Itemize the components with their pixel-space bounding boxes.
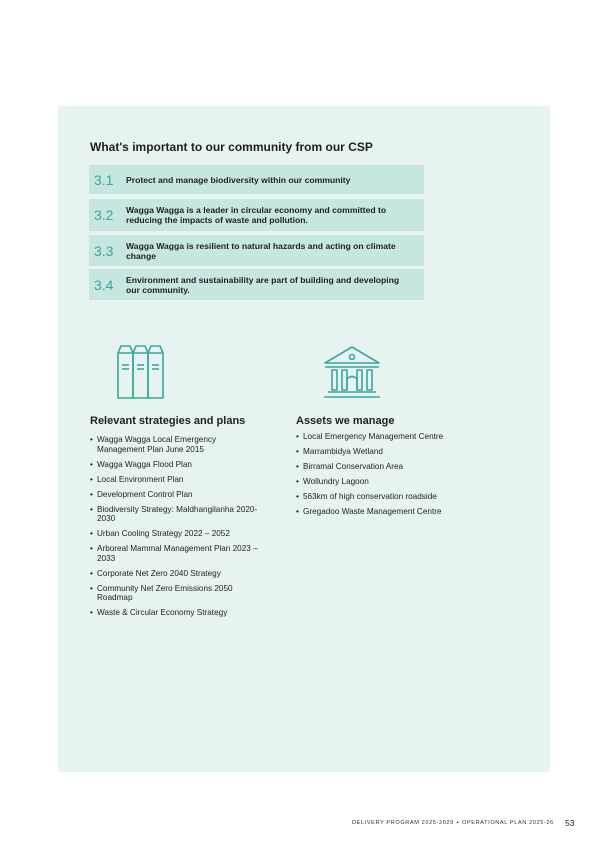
- binders-icon: [112, 343, 170, 401]
- objective-row: [89, 199, 424, 231]
- list-item: • Wagga Wagga Local Emergency Management Plan June 2015: [90, 435, 260, 454]
- list-item: • Local Environment Plan: [90, 475, 260, 485]
- assets-list: [296, 432, 466, 522]
- list-item: • Community Net Zero Emissions 2050 Roadmap: [90, 584, 260, 603]
- list-item: • Arboreal Mammal Management Plan 2023 – 2033: [90, 544, 260, 563]
- objective-number: 3.1: [94, 171, 114, 188]
- objective-number: 3.3: [94, 242, 114, 259]
- objective-text: Wagga Wagga is a leader in circular economy and committed to reducing the impacts of waste and pollution.: [126, 205, 387, 225]
- list-item: • Gregadoo Waste Management Centre: [296, 507, 466, 517]
- list-item: • Marrambidya Wetland: [296, 447, 466, 457]
- civic-building-icon: [320, 343, 384, 401]
- csp-heading: What's important to our community from our CSP: [90, 140, 373, 154]
- list-item: • 563km of high conservation roadside: [296, 492, 466, 502]
- list-item: • Local Emergency Management Centre: [296, 432, 466, 442]
- footer-title: DELIVERY PROGRAM 2025-2029 + OPERATIONAL PLAN 2025-26: [352, 820, 554, 826]
- objective-row: [89, 269, 424, 300]
- list-item: • Birramal Conservation Area: [296, 462, 466, 472]
- objective-text: Protect and manage biodiversity within our community: [126, 174, 351, 185]
- objective-row: [89, 165, 424, 194]
- list-item: • Wollundry Lagoon: [296, 477, 466, 487]
- list-item: • Wagga Wagga Flood Plan: [90, 460, 260, 470]
- objective-text: Environment and sustainability are part of building and developing our community.: [126, 274, 400, 295]
- list-item: • Waste & Circular Economy Strategy: [90, 608, 260, 618]
- strategies-list: [90, 435, 260, 623]
- objective-row: [89, 235, 424, 266]
- objective-number: 3.4: [94, 276, 114, 293]
- list-item: • Development Control Plan: [90, 490, 260, 500]
- list-item: • Biodiversity Strategy: Maldhangilanha 2020-2030: [90, 505, 260, 524]
- objective-number: 3.2: [94, 207, 114, 223]
- strategies-heading: Relevant strategies and plans: [90, 415, 246, 427]
- objective-text: Wagga Wagga is resilient to natural hazards and acting on climate change: [126, 240, 396, 261]
- list-item: • Urban Cooling Strategy 2022 – 2052: [90, 529, 260, 539]
- list-item: • Corporate Net Zero 2040 Strategy: [90, 569, 260, 579]
- page-number: 53: [565, 818, 575, 828]
- assets-heading: Assets we manage: [296, 415, 395, 427]
